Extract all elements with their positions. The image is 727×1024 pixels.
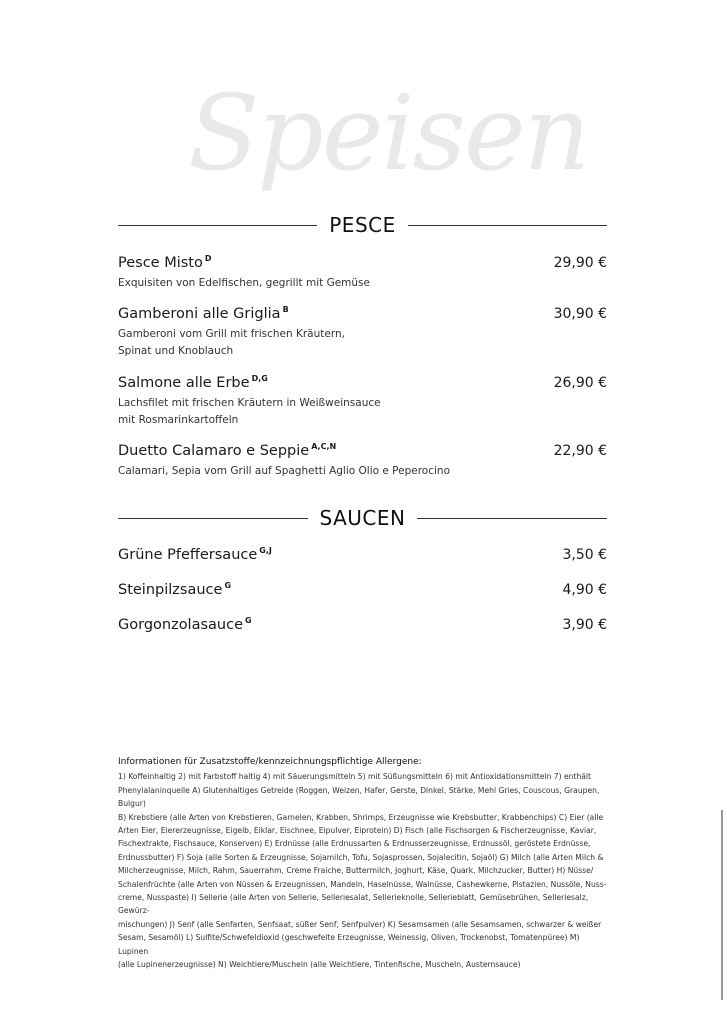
allergen-line: Phenylalaninquelle A) Glutenhaltiges Getreide (Roggen, Weizen, Hafer, Gerste, Dinkel, Stärke, Mehl Gries, Couscous, Graupen, Bulgur) (118, 785, 600, 809)
allergen-code: D,G (251, 374, 268, 383)
dish-name: Gamberoni alle Griglia $^B$ (118, 305, 289, 322)
allergen-code: G (224, 581, 232, 590)
allergen-code: B (282, 305, 289, 314)
dish-name: Pesce Misto $^D$ (118, 254, 212, 271)
allergen-line: Erdnussbutter) F) Soja (alle Sorten & Erzeugnisse, Sojamilch, Tofu, Sojasprossen, Sojalecitin, Sojaöl) G) Milch (alle Arten Milch & (118, 852, 604, 862)
allergen-title: Informationen für Zusatzstoffe/kennzeichnungspflichtige Allergene: (118, 757, 422, 767)
allergen-line: Fischextrakte, Fischsauce, Konserven) E) Erdnüsse (alle Erdnussarten & Erdnusserzeugnisse, Erdnussöl, geröstete Erdnüsse, (118, 839, 591, 849)
dish-description: Calamari, Sepia vom Grill auf Spaghetti Aglio Olio e Peperocino (118, 464, 450, 477)
allergen-line: creme, Nusspaste) I) Sellerie (alle Arten von Sellerie, Selleriesalat, Sellerieknolle, Sellerieblatt, Gemüsebrühen, Selleriesalz, Gewürz- (118, 893, 589, 916)
dish-price: 30,90 € (553, 305, 607, 322)
section-heading-saucen (118, 503, 607, 533)
dish-name: Steinpilzsauce $^G$ (118, 581, 232, 598)
dish-price: 3,90 € (562, 616, 607, 633)
divider-left (118, 225, 317, 226)
dish-price: 29,90 € (553, 254, 607, 271)
allergen-code: G,J (259, 546, 272, 555)
allergen-line: 1) Koffeinhaltig 2) mit Farbstoff haltig 4) mit Säuerungsmitteln 5) mit Süßungsmitteln 6) mit Antioxidationsmitteln 7) enthält (118, 772, 592, 782)
divider-right (408, 225, 607, 226)
allergen-information (118, 756, 607, 972)
menu-item-pesce-misto (118, 254, 607, 292)
allergen-code: A,C,N (311, 442, 337, 451)
dish-name: Salmone alle Erbe $^{D,G}$ (118, 374, 268, 391)
allergen-line: Sesam, Sesamöl) L) Sulfite/Schwefeldioxid (geschwefelte Erzeugnisse, Weinessig, Oliven, Trockenobst, Tomatenpüree) M) Lupinen (118, 933, 580, 956)
allergen-line: B) Krebstiere (alle Arten von Krebstieren, Garnelen, Krabben, Shrimps, Erzeugnisse wie Krebsbutter, Krabbenchips) C) Eier (alle (118, 812, 604, 822)
menu-item-steinpilzsauce (118, 581, 607, 598)
dish-price: 4,90 € (562, 581, 607, 598)
section-title: PESCE (329, 213, 396, 237)
menu-item-duetto (118, 442, 607, 480)
scrollbar[interactable] (721, 810, 723, 1000)
divider-left (118, 518, 308, 519)
dish-price: 26,90 € (553, 374, 607, 391)
dish-description: Lachsfilet mit frischen Kräutern in Weißweinsauce mit Rosmarinkartoffeln (118, 396, 381, 426)
allergen-code: D (204, 254, 212, 263)
dish-name: Gorgonzolasauce $^G$ (118, 616, 252, 633)
dish-price: 22,90 € (553, 442, 607, 459)
section-title: SAUCEN (319, 506, 406, 530)
dish-description: Gamberoni vom Grill mit frischen Kräutern, Spinat und Knoblauch (118, 327, 345, 357)
dish-description: Exquisiten von Edelfischen, gegrillt mit Gemüse (118, 276, 370, 289)
menu-item-gamberoni (118, 305, 607, 360)
allergen-line: Schalenfrüchte (alle Arten von Nüssen & Erzeugnissen, Mandeln, Haselnüsse, Walnüsse, Cashewkerne, Pistazien, Nussöle, Nuss- (118, 879, 607, 889)
allergen-line: mischungen) J) Senf (alle Senfarten, Senfsaat, süßer Senf, Senfpulver) K) Sesamsamen (alle Sesamsamen, schwarzer & weißer (118, 919, 602, 929)
divider-right (417, 518, 607, 519)
speisen-watermark: Speisen (188, 72, 589, 194)
dish-name: Duetto Calamaro e Seppie $^{A,C,N}$ (118, 442, 337, 459)
allergen-line: Arten Eier, Eiererzeugnisse, Eigelb, Eiklar, Eischnee, Eipulver, Eiprotein) D) Fisch (alle Fischsorgen & Fischerzeugnisse, Kaviar, (118, 826, 597, 836)
dish-name: Grüne Pfeffersauce $^{G,J}$ (118, 546, 272, 563)
allergen-code: G (245, 616, 252, 625)
menu-item-salmone (118, 374, 607, 429)
menu-item-gorgonzolasauce (118, 616, 607, 633)
section-heading-pesce (118, 210, 607, 240)
allergen-line: (alle Lupinenerzeugnisse) N) Weichtiere/Muscheln (alle Weichtiere, Tintenfische, Muscheln, Austernsauce) (118, 960, 521, 970)
dish-price: 3,50 € (562, 546, 607, 563)
allergen-line: Milcherzeugnisse, Milch, Rahm, Sauerrahm, Creme Fraiche, Buttermilch, Joghurt, Käse, Quark, Milchzucker, Butter) H) Nüsse/ (118, 866, 594, 876)
menu-item-gruene-pfeffersauce (118, 546, 607, 563)
